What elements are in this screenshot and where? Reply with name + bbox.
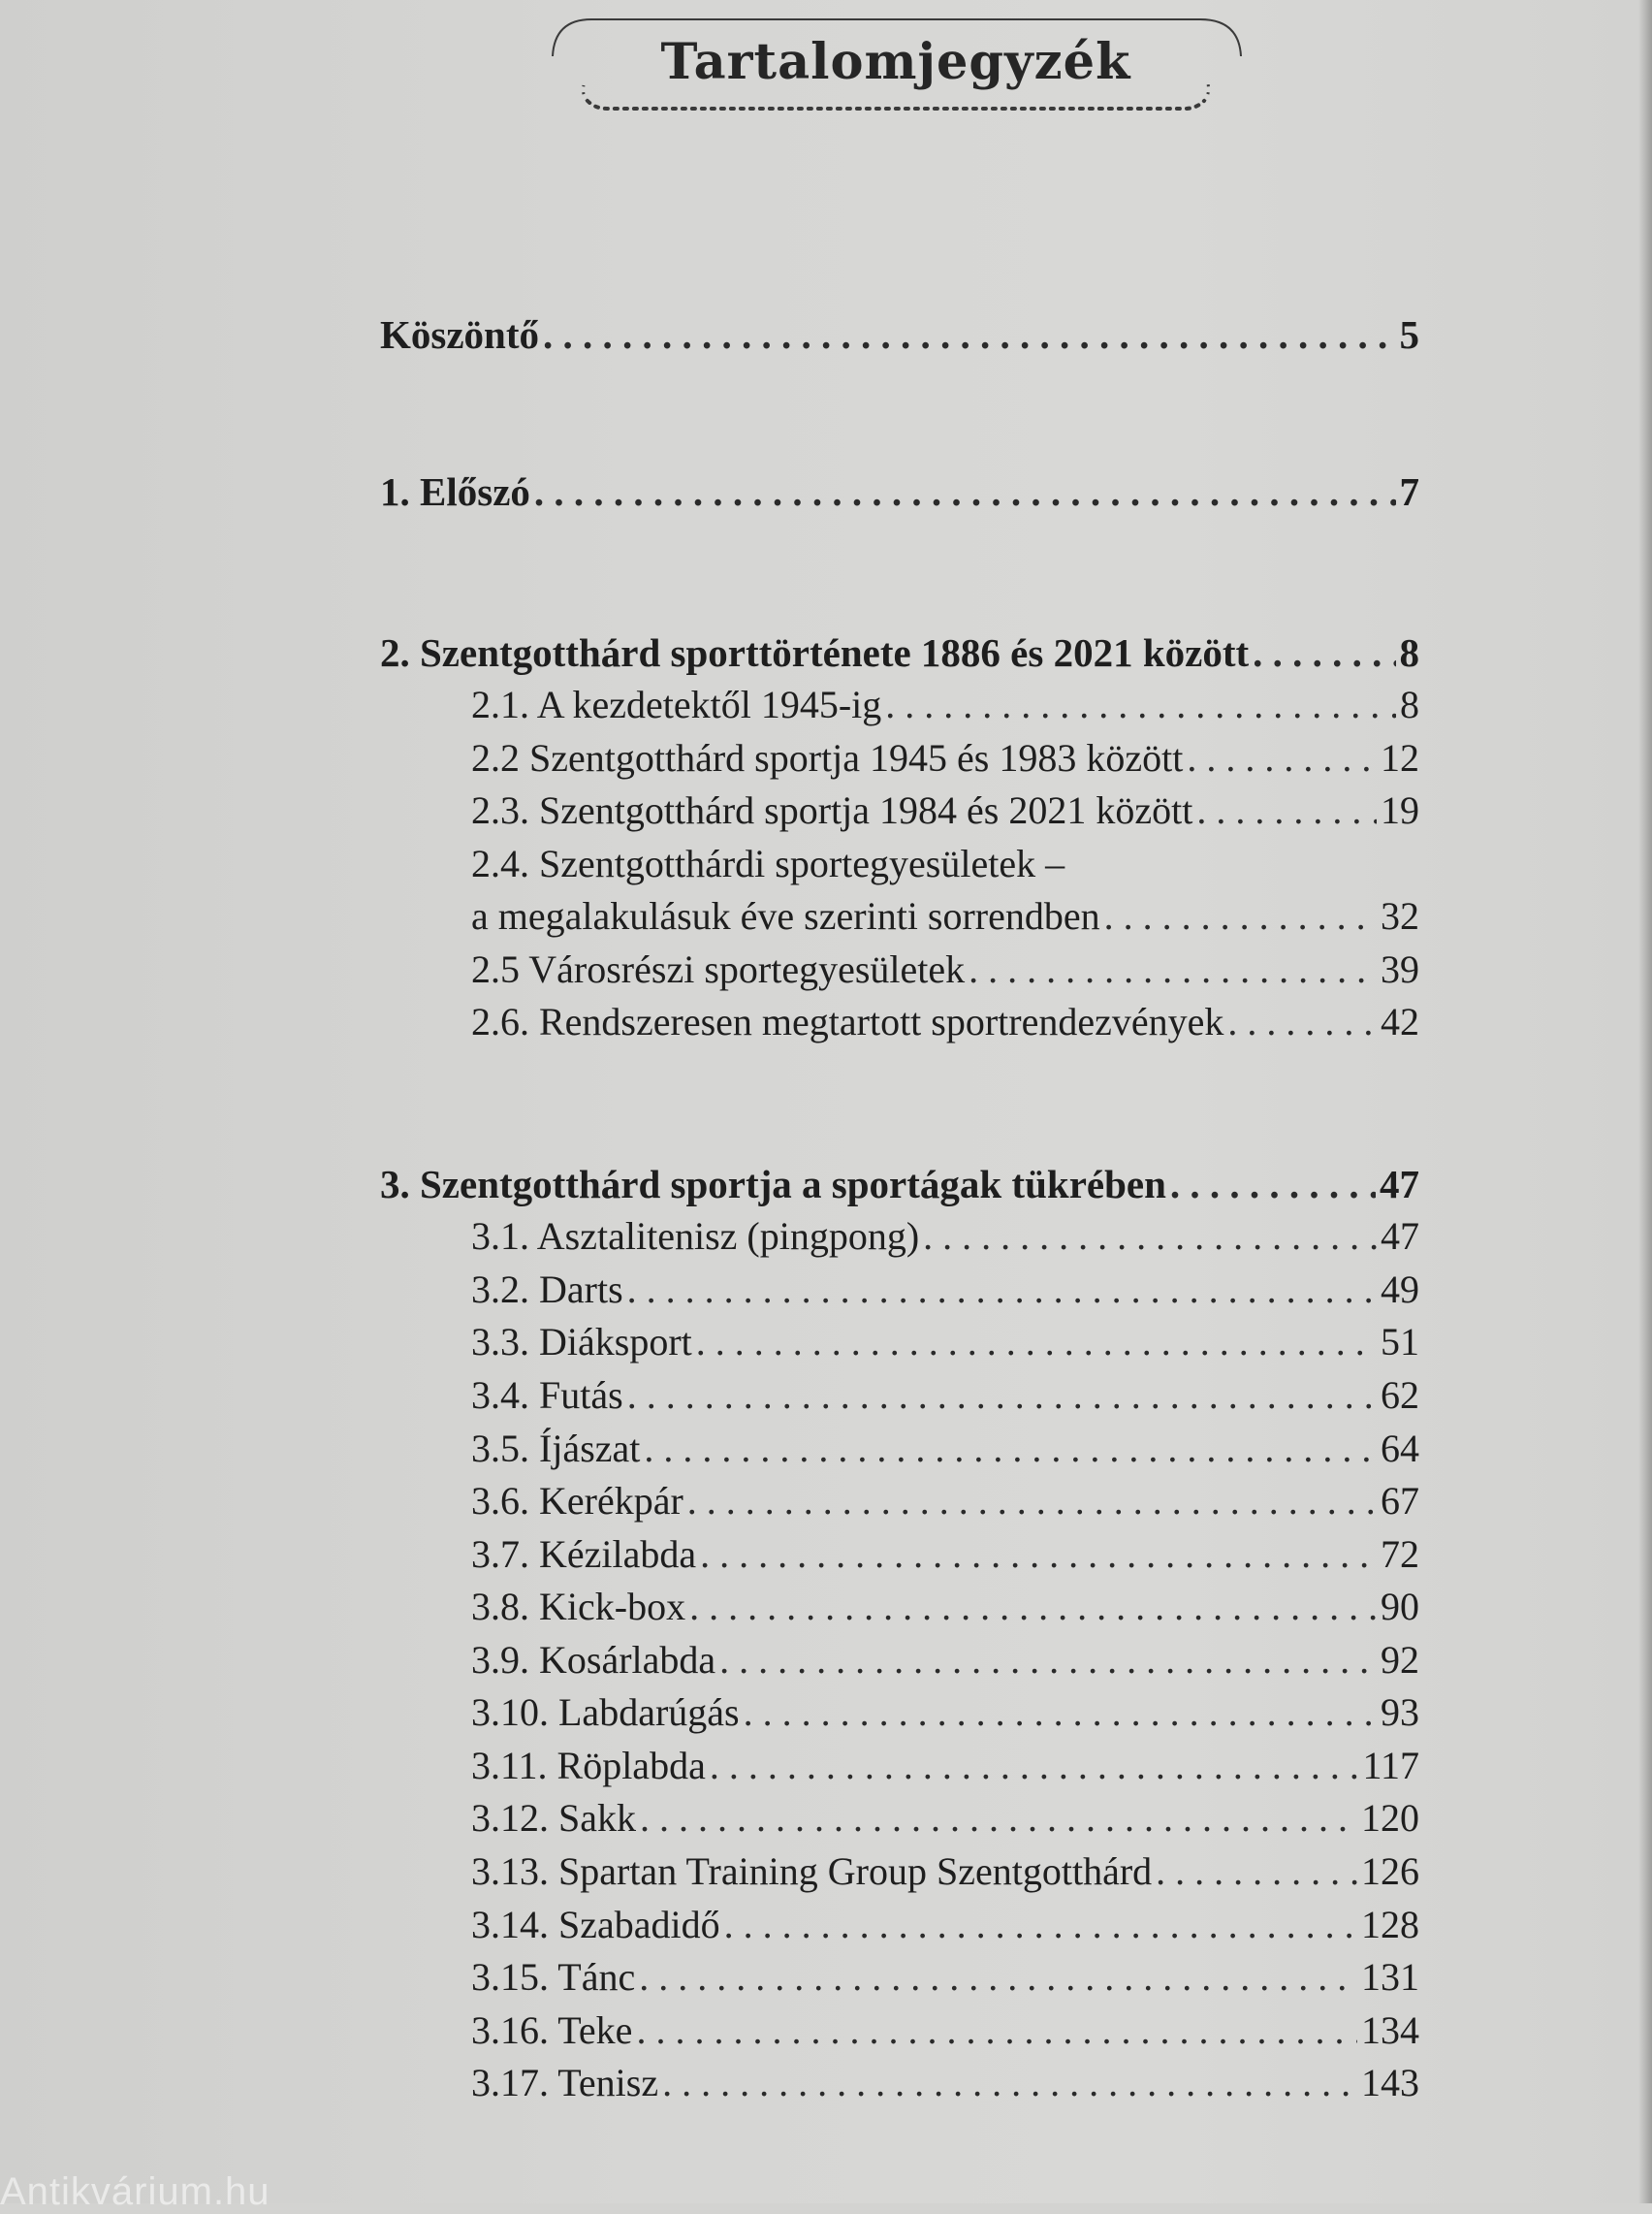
dot-leader — [543, 310, 1396, 359]
toc-entry-3-6[interactable] — [471, 1477, 1419, 1525]
toc-entry-3-7[interactable] — [471, 1530, 1419, 1579]
dot-leader — [1170, 1160, 1376, 1208]
dot-leader — [923, 1212, 1377, 1261]
toc-entry-label: 3.15. Tánc — [471, 1955, 636, 1999]
toc-entry-label: 3.5. Íjászat — [471, 1427, 641, 1470]
toc-entry-2-2[interactable] — [471, 734, 1419, 783]
toc-page-number: 12 — [1381, 736, 1419, 780]
toc-entry-eloszo[interactable] — [380, 467, 1419, 516]
dot-leader — [627, 1266, 1377, 1314]
toc-page-number: 51 — [1381, 1320, 1419, 1364]
watermark-text: Antikvárium.hu — [0, 2170, 270, 2213]
toc-entry-3-10[interactable] — [471, 1688, 1419, 1737]
toc-entry-chapter-2[interactable] — [380, 628, 1419, 677]
toc-entry-label: 2.5 Városrészi sportegyesületek — [471, 947, 966, 991]
toc-page-number: 5 — [1399, 312, 1419, 357]
toc-entry-label: 2.1. A kezdetektől 1945-ig — [471, 683, 882, 726]
toc-page-number: 39 — [1381, 947, 1419, 991]
toc-entry-2-3[interactable] — [471, 786, 1419, 835]
toc-entry-2-4-line2[interactable] — [471, 892, 1419, 941]
toc-page-number: 42 — [1381, 1000, 1419, 1043]
toc-entry-3-9[interactable] — [471, 1636, 1419, 1685]
toc-entry-chapter-3[interactable] — [380, 1160, 1419, 1208]
toc-page-number: 47 — [1380, 1162, 1419, 1206]
toc-entry-3-16[interactable] — [471, 2006, 1419, 2055]
toc-page-number: 90 — [1381, 1585, 1419, 1628]
toc-page-number: 8 — [1400, 683, 1419, 726]
toc-page-number: 126 — [1361, 1849, 1419, 1893]
toc-entry-label: 2.6. Rendszeresen megtartott sportrendezvények — [471, 1000, 1224, 1043]
page-edge-shadow — [1638, 0, 1652, 2203]
toc-entry-label: 3.17. Tenisz — [471, 2061, 659, 2104]
toc-entry-label: 3.4. Futás — [471, 1373, 623, 1417]
toc-entry-3-1[interactable] — [471, 1212, 1419, 1261]
toc-entry-label: 3.11. Röplabda — [471, 1744, 706, 1787]
toc-page-number: 62 — [1381, 1373, 1419, 1417]
toc-entry-3-12[interactable] — [471, 1794, 1419, 1843]
dot-leader — [640, 1794, 1357, 1843]
toc-page-number: 117 — [1362, 1744, 1419, 1787]
page-title: Tartalomjegyzék — [660, 33, 1131, 91]
toc-entry-3-4[interactable] — [471, 1371, 1419, 1420]
toc-page-number: 67 — [1381, 1479, 1419, 1523]
dot-leader — [969, 946, 1377, 994]
toc-page-number: 134 — [1361, 2008, 1419, 2052]
toc-entry-3-3[interactable] — [471, 1318, 1419, 1366]
dot-leader — [1196, 786, 1377, 835]
toc-page-number: 49 — [1381, 1267, 1419, 1311]
toc-entry-3-8[interactable] — [471, 1583, 1419, 1631]
toc-page-number: 143 — [1361, 2061, 1419, 2104]
dot-leader — [1104, 892, 1377, 941]
toc-entry-label: 2.4. Szentgotthárdi sportegyesületek – — [471, 842, 1065, 885]
dot-leader — [687, 1477, 1377, 1525]
toc-entry-koszonto[interactable] — [380, 310, 1419, 359]
dot-leader — [689, 1583, 1377, 1631]
toc-entry-label: 3.2. Darts — [471, 1267, 623, 1311]
toc-entry-2-5[interactable] — [471, 946, 1419, 994]
toc-entry-label: a megalakulásuk éve szerinti sorrendben — [471, 894, 1100, 938]
toc-entry-3-17[interactable] — [471, 2059, 1419, 2107]
dot-leader — [744, 1688, 1377, 1737]
dot-leader — [724, 1901, 1357, 1949]
toc-page-number: 128 — [1361, 1903, 1419, 1946]
toc-entry-2-1[interactable] — [471, 681, 1419, 729]
toc-page-number: 120 — [1361, 1796, 1419, 1840]
toc-entry-3-11[interactable] — [471, 1742, 1419, 1790]
toc-page-number: 7 — [1399, 469, 1419, 514]
toc-entry-label: 3.1. Asztalitenisz (pingpong) — [471, 1214, 920, 1258]
title-frame — [549, 17, 1243, 120]
toc-entry-label: 3.7. Kézilabda — [471, 1532, 697, 1576]
toc-entry-3-14[interactable] — [471, 1901, 1419, 1949]
dot-leader — [700, 1530, 1377, 1579]
dot-leader — [1227, 998, 1377, 1046]
dot-leader — [639, 1953, 1357, 2002]
dot-leader — [710, 1742, 1359, 1790]
toc-entry-label: 3.6. Kerékpár — [471, 1479, 683, 1523]
toc-page-number: 47 — [1381, 1214, 1419, 1258]
toc-entry-label: 3.14. Szabadidő — [471, 1903, 720, 1946]
toc-entry-label: 3.8. Kick-box — [471, 1585, 686, 1628]
dot-leader — [662, 2059, 1357, 2107]
dot-leader — [644, 1425, 1377, 1473]
toc-entry-label: 3.16. Teke — [471, 2008, 633, 2052]
dot-leader — [885, 681, 1396, 729]
toc-entry-3-13[interactable] — [471, 1847, 1419, 1896]
dot-leader — [636, 2006, 1357, 2055]
toc-page-number: 72 — [1381, 1532, 1419, 1576]
dot-leader — [534, 467, 1396, 516]
toc-entry-label: 3.3. Diáksport — [471, 1320, 692, 1364]
toc-entry-label: 3.9. Kosárlabda — [471, 1638, 716, 1682]
toc-page-number: 32 — [1381, 894, 1419, 938]
toc-entry-label: Köszöntő — [380, 312, 539, 357]
toc-entry-3-15[interactable] — [471, 1953, 1419, 2002]
toc-entry-label: 2.3. Szentgotthárd sportja 1984 és 2021 között — [471, 788, 1193, 832]
dot-leader — [696, 1318, 1377, 1366]
toc-entry-label: 2.2 Szentgotthárd sportja 1945 és 1983 között — [471, 736, 1184, 780]
toc-page-number: 64 — [1381, 1427, 1419, 1470]
toc-entry-2-4-line1[interactable] — [471, 840, 1419, 888]
toc-entry-label: 3.13. Spartan Training Group Szentgotthárd — [471, 1849, 1153, 1893]
dot-leader — [1156, 1847, 1357, 1896]
toc-entry-label: 1. Előszó — [380, 469, 530, 514]
toc-entry-3-5[interactable] — [471, 1425, 1419, 1473]
toc-page-number: 8 — [1399, 630, 1419, 675]
toc-entry-2-6[interactable] — [471, 998, 1419, 1046]
toc-entry-label: 3.10. Labdarúgás — [471, 1690, 740, 1734]
toc-entry-label: 2. Szentgotthárd sporttörténete 1886 és 2021 között — [380, 630, 1250, 675]
dot-leader — [1253, 628, 1395, 677]
toc-page-number: 93 — [1381, 1690, 1419, 1734]
dot-leader — [719, 1636, 1377, 1685]
toc-page-number: 131 — [1361, 1955, 1419, 1999]
dot-leader — [627, 1371, 1377, 1420]
toc-entry-3-2[interactable] — [471, 1266, 1419, 1314]
dot-leader — [1187, 734, 1377, 783]
toc-entry-label: 3. Szentgotthárd sportja a sportágak tükrében — [380, 1162, 1166, 1206]
toc-page-number: 92 — [1381, 1638, 1419, 1682]
toc-entry-label: 3.12. Sakk — [471, 1796, 636, 1840]
toc-page-number: 19 — [1381, 788, 1419, 832]
